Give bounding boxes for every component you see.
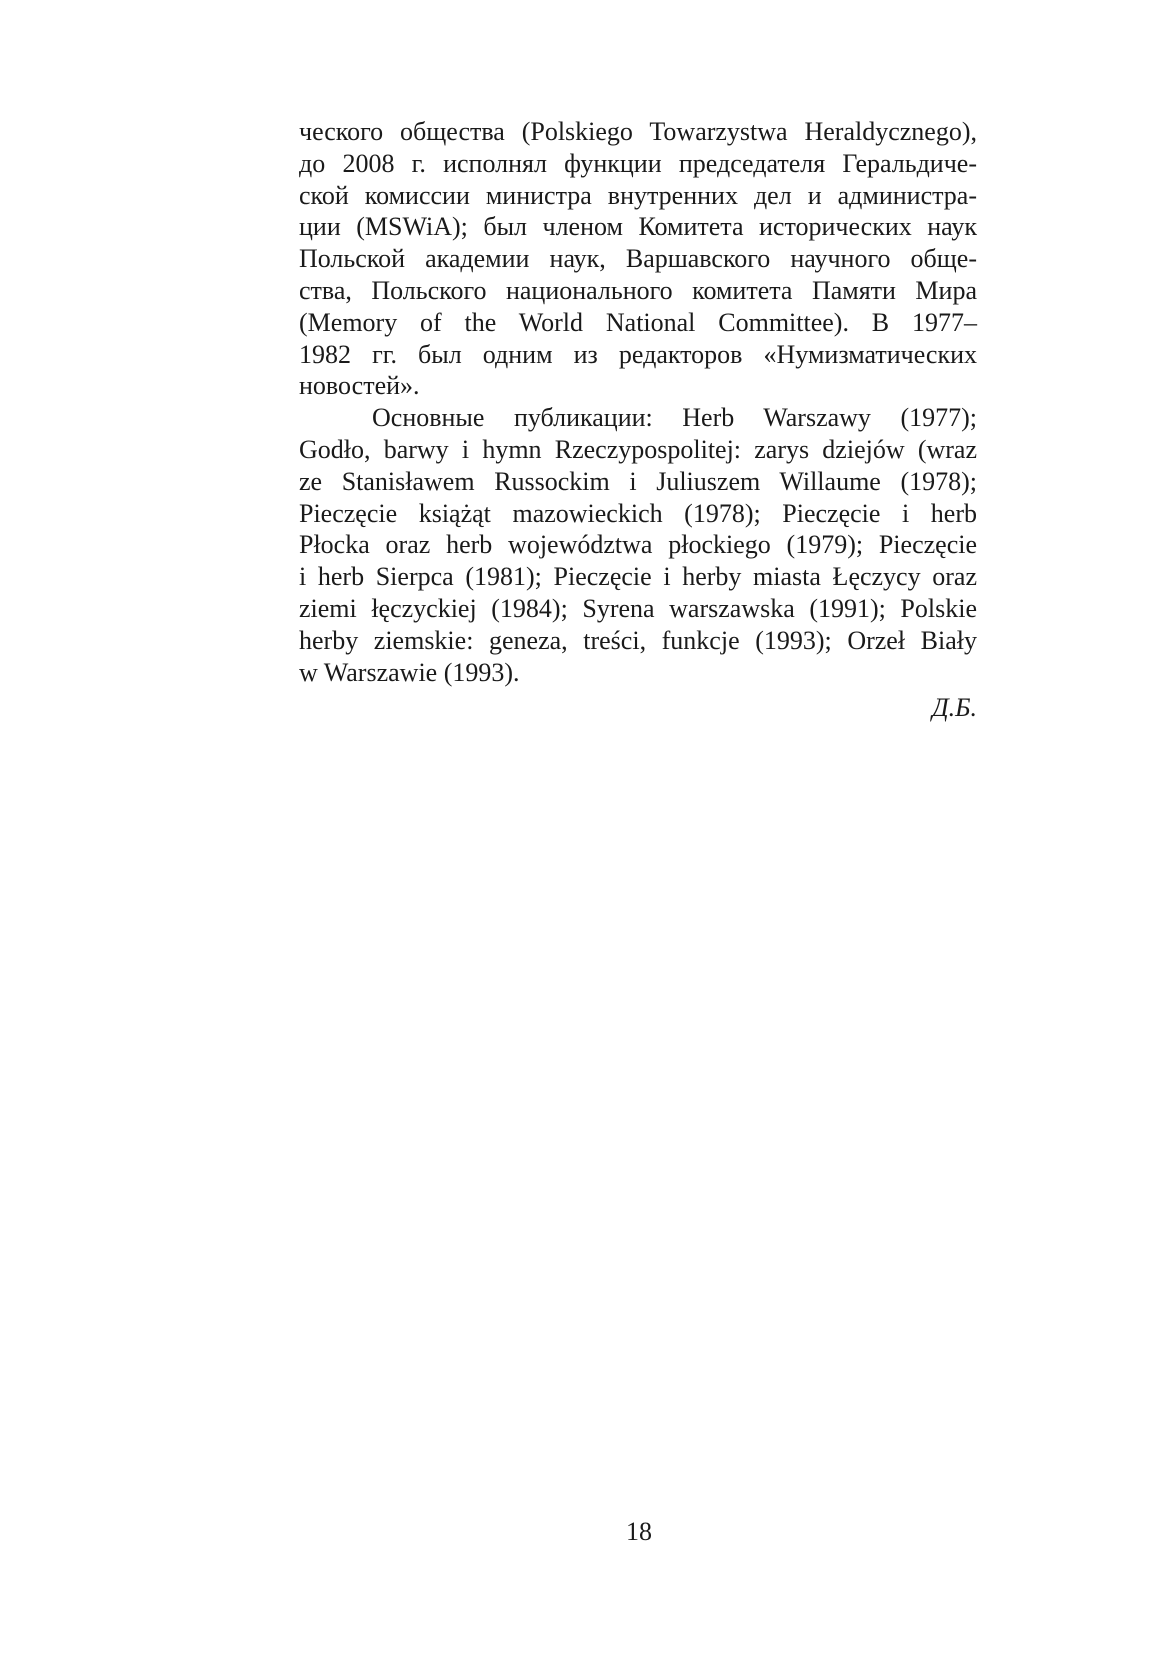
- text-line: (Memory of the World National Committee). В 1977–: [299, 307, 977, 337]
- text-line: ческого общества (Polskiego Towarzystwa Heraldycznego),: [299, 117, 977, 146]
- text-line: ze Stanisławem Russockim i Juliuszem Willaume (1978);: [299, 466, 977, 496]
- paragraph-publications: [299, 402, 977, 688]
- text-line: до 2008 г. исполнял функции председателя Геральдиче-: [299, 148, 977, 178]
- text-line: Płocka oraz herb województwa płockiego (1979); Pieczęcie: [299, 530, 977, 560]
- text-line: ziemi łęczyckiej (1984); Syrena warszawska (1991); Polskie: [299, 593, 977, 623]
- text-line: Польской академии наук, Варшавского научного обще-: [299, 244, 977, 274]
- text-line: ства, Польского национального комитета Памяти Мира: [299, 275, 977, 305]
- text-line: новостей».: [299, 371, 420, 401]
- text-line: Основные публикации: Herb Warszawy (1977);: [372, 403, 977, 433]
- text-line: i herb Sierpca (1981); Pieczęcie i herby miasta Łęczycy oraz: [299, 562, 977, 592]
- author-signature: Д.Б.: [932, 693, 977, 722]
- page-number: 18: [626, 1517, 652, 1546]
- body-text: [299, 116, 977, 688]
- text-line: w Warszawie (1993).: [299, 657, 520, 687]
- text-line: Pieczęcie książąt mazowieckich (1978); Pieczęcie i herb: [299, 498, 977, 528]
- text-line: ции (MSWiA); был членом Комитета исторических наук: [299, 212, 977, 242]
- text-line: ской комиссии министра внутренних дел и администра-: [299, 180, 977, 210]
- text-line: 1982 гг. был одним из редакторов «Нумизматических: [299, 339, 977, 369]
- text-line: Godło, barwy i hymn Rzeczypospolitej: zarys dziejów (wraz: [299, 434, 977, 464]
- text-line: herby ziemskie: geneza, treści, funkcje (1993); Orzeł Biały: [299, 625, 977, 655]
- paragraph-biography: [299, 116, 977, 402]
